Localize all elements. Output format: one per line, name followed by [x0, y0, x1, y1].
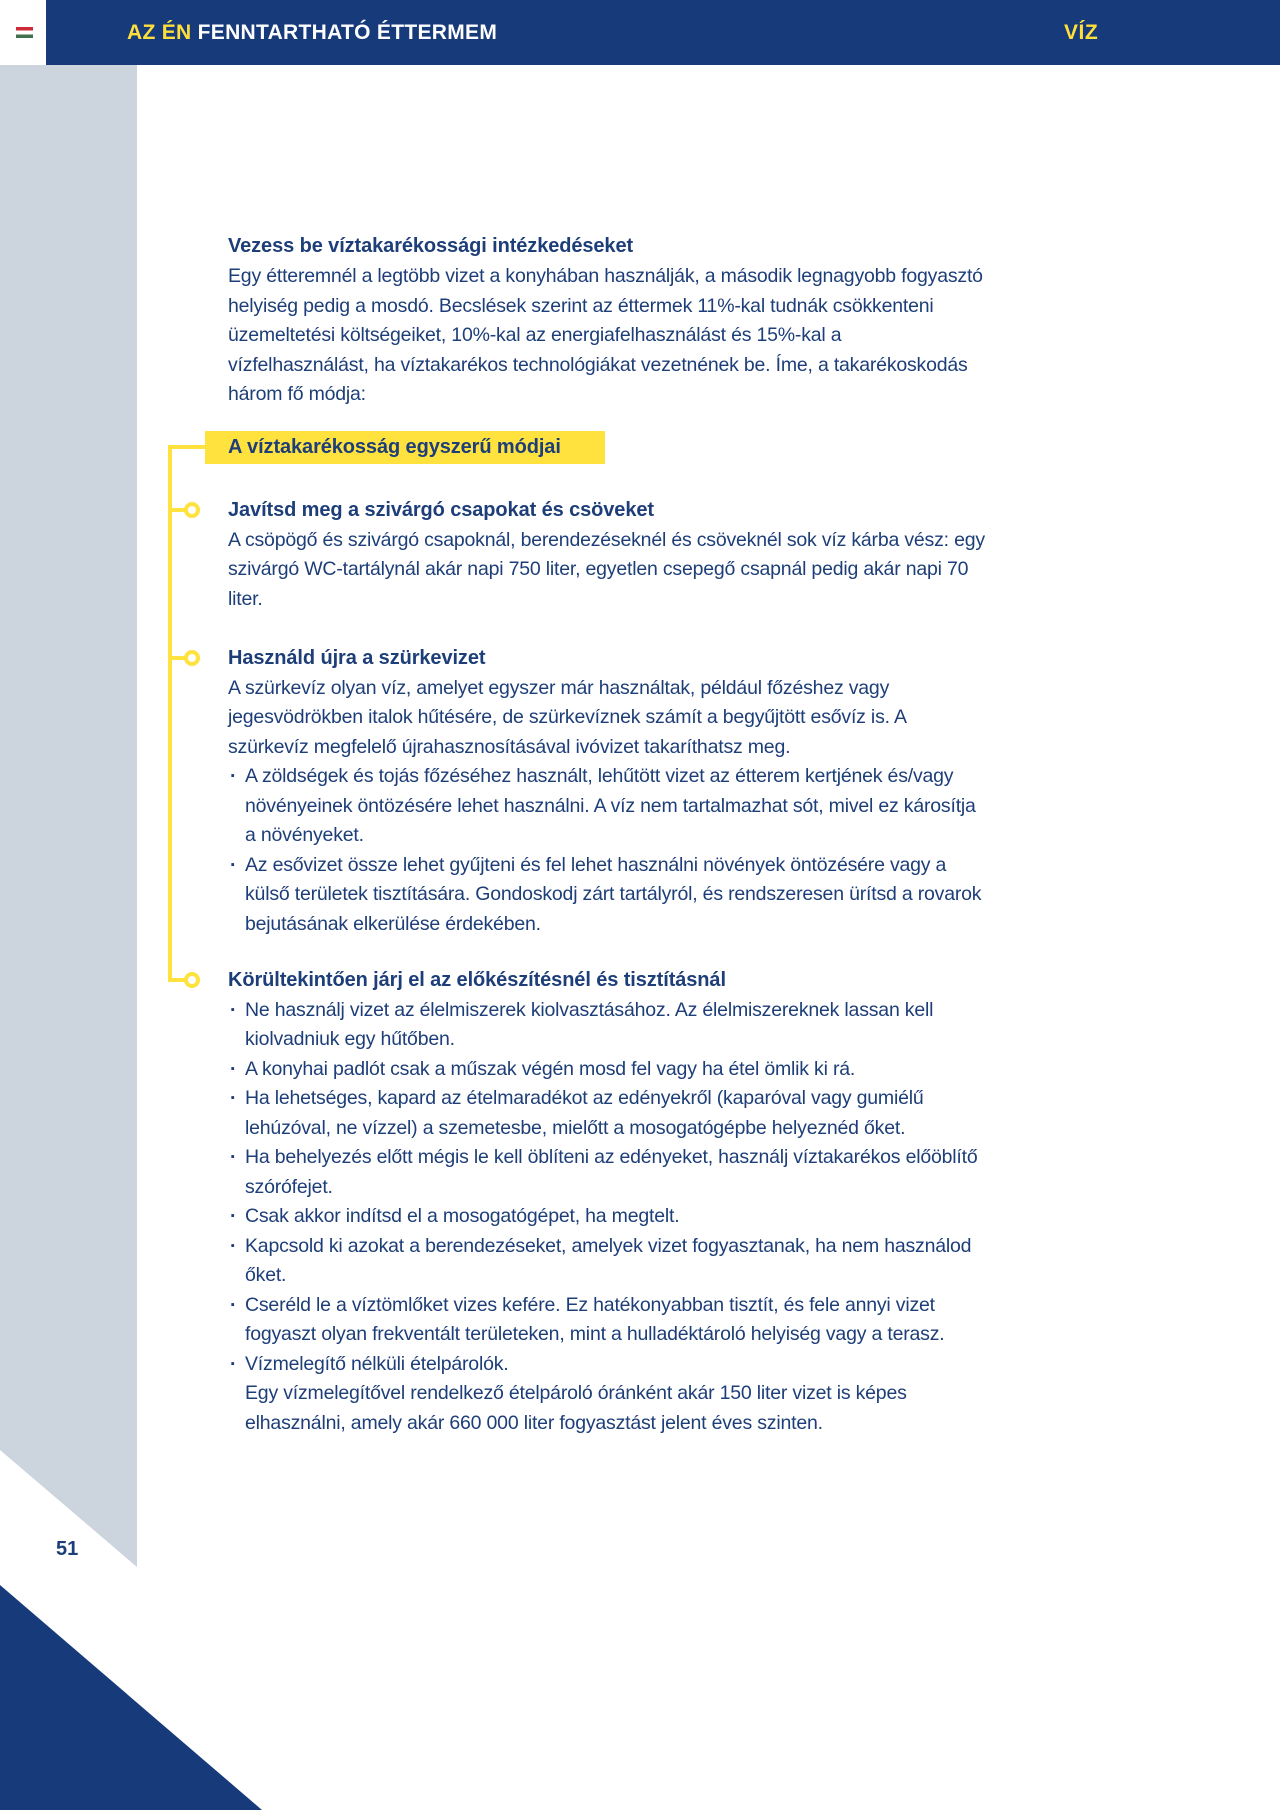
node-title: Körültekintően járj el az előkészítésnél és tisztításnál — [228, 969, 726, 991]
header-title-accent: AZ ÉN — [127, 20, 192, 44]
list-item: · Kapcsold ki azokat a berendezéseket, amelyek vizet fogyasztanak, ha nem használod őket. — [228, 1232, 985, 1291]
timeline-node-icon — [184, 972, 200, 988]
bullet-list — [228, 996, 985, 1380]
list-item: · A konyhai padlót csak a műszak végén mosd fel vagy ha étel ömlik ki rá. — [228, 1055, 985, 1085]
timeline-section-prep-cleaning — [228, 966, 985, 1438]
chapter-label: VÍZ — [1064, 20, 1099, 44]
timeline-node-icon — [184, 502, 200, 518]
list-item: · Ne használj vizet az élelmiszerek kiolvasztásához. Az élelmiszereknek lassan kell kiolvadniuk egy hűtőben. — [228, 996, 985, 1055]
page-number: 51 — [56, 1538, 79, 1560]
list-item: · Vízmelegítő nélküli ételpárolók. — [228, 1350, 985, 1380]
timeline-node-icon — [184, 650, 200, 666]
node-body: A csöpögő és szivárgó csapoknál, berendezéseknél és csöveknél sok víz kárba vész: egy szivárgó WC-tartálynál akár napi 750 liter, egyetlen csepegő csapnál pedig akár napi 70 liter. — [228, 528, 985, 610]
list-item: · Ha behelyezés előtt mégis le kell öblíteni az edényeket, használj víztakarékos előöblítő szórófejet. — [228, 1143, 985, 1202]
highlight-title-box — [205, 431, 605, 464]
hungarian-flag-icon — [16, 27, 33, 38]
node-body: A szürkevíz olyan víz, amelyet egyszer már használtak, például főzéshez vagy jegesvödrökben italok hűtésére, de szürkevíznek számít a begyűjtött esővíz is. A szürkevíz megfelelő újrahasznosításával ivóvizet takaríthatsz meg. — [228, 676, 906, 758]
list-item: · Ha lehetséges, kapard az ételmaradékot az edényekről (kaparóval vagy gumiélű lehúzóval, ne vízzel) a szemetesbe, mielőtt a mosogatógépbe helyeznéd őket. — [228, 1084, 985, 1143]
node-title: Használd újra a szürkevizet — [228, 647, 486, 669]
list-item: · Cseréld le a víztömlőket vizes kefére. Ez hatékonyabban tisztít, és fele annyi vizet fogyaszt olyan frekventált területeken, mint a hulladéktároló helyiség vagy a terasz. — [228, 1291, 985, 1350]
section-heading: Vezess be víztakarékossági intézkedéseket — [228, 235, 634, 257]
header-title-rest: FENNTARTHATÓ ÉTTERMEM — [191, 20, 498, 44]
intro-paragraph: Egy étteremnél a legtöbb vizet a konyhában használják, a második legnagyobb fogyasztó helyiség pedig a mosdó. Becslések szerint az éttermek 11%-kal tudnák csökkenteni üzemeltetési költségeiket, 10%-kal az energiafelhasználást és 15%-kal a vízfelhasználást, ha víztakarékos technológiákat vezetnének be. Íme, a takarékoskodás három fő módja: — [228, 265, 983, 405]
node-closing: Egy vízmelegítővel rendelkező ételpároló óránként akár 150 liter vizet is képes elhasználni, amely akár 660 000 liter fogyasztást jelent éves szinten. — [245, 1382, 907, 1434]
bullet-list — [228, 762, 985, 939]
timeline-section-leaks — [228, 496, 985, 614]
node-title: Javítsd meg a szivárgó csapokat és csöveket — [228, 499, 654, 521]
header-bar — [0, 0, 1280, 65]
corner-triangle — [0, 1585, 262, 1810]
timeline-connector-title — [172, 445, 205, 449]
highlight-title: A víztakarékosság egyszerű módjai — [228, 436, 561, 458]
flag-corner-box — [0, 0, 46, 65]
list-item: · Az esővizet össze lehet gyűjteni és fel lehet használni növények öntözésére vagy a külső területek tisztítására. Gondoskodj zárt tartályról, és rendszeresen ürítsd a rovarok bejutásának elkerülése érdekében. — [228, 851, 985, 940]
list-item: · Csak akkor indítsd el a mosogatógépet, ha megtelt. — [228, 1202, 985, 1232]
header-title — [127, 0, 497, 65]
list-item: · A zöldségek és tojás főzéséhez használt, lehűtött vizet az étterem kertjének és/vagy növényeinek öntözésére lehet használni. A víz nem tartalmazhat sót, mivel ez károsítja a növényeket. — [228, 762, 985, 851]
timeline-line — [168, 445, 172, 982]
timeline-section-greywater — [228, 644, 985, 939]
